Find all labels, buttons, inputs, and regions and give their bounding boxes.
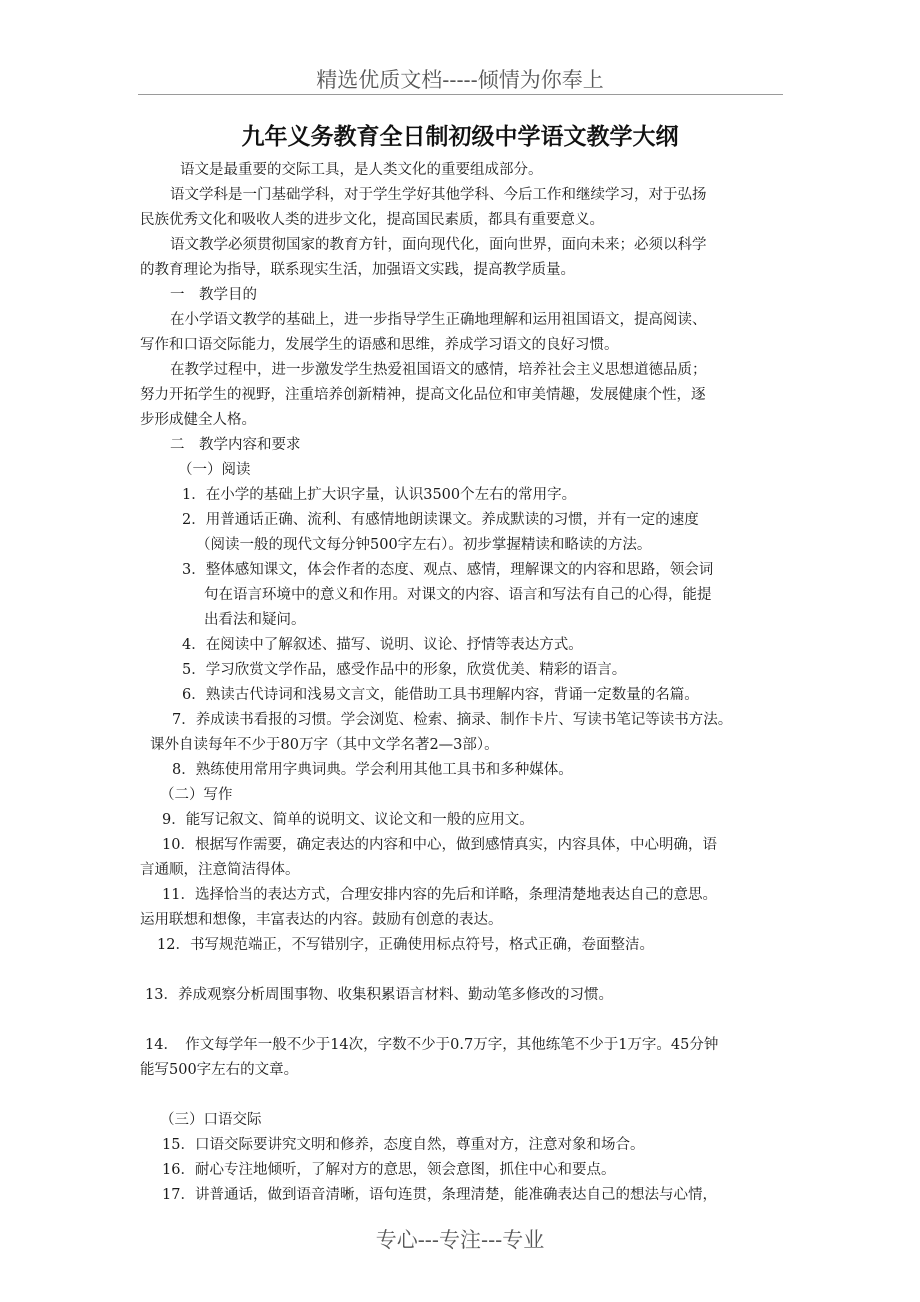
subsection-heading: （三）口语交际 — [160, 1112, 262, 1128]
list-item-continuation: 能写500字左右的文章。 — [140, 1062, 299, 1078]
section-heading: 二 教学内容和要求 — [170, 437, 301, 453]
section-heading: 一 教学目的 — [170, 287, 257, 303]
list-item-continuation: （阅读一般的现代文每分钟500字左右）。初步掌握精读和略读的方法。 — [196, 537, 652, 553]
list-item: 1．在小学的基础上扩大识字量，认识3500个左右的常用字。 — [182, 487, 577, 503]
list-item-continuation: 课外自读每年不少于80万字（其中文学名著2—3部）。 — [150, 737, 499, 753]
list-item: 5．学习欣赏文学作品，感受作品中的形象，欣赏优美、精彩的语言。 — [182, 662, 627, 678]
list-item: 8．熟练使用常用字典词典。学会利用其他工具书和多种媒体。 — [172, 762, 573, 778]
list-item: 4．在阅读中了解叙述、描写、说明、议论、抒情等表达方式。 — [182, 637, 583, 653]
paragraph-line: 的教育理论为指导，联系现实生活，加强语文实践，提高教学质量。 — [140, 262, 575, 278]
paragraph-line: 步形成健全人格。 — [140, 412, 256, 428]
page-footer: 专心---专注---专业 — [375, 1228, 545, 1252]
list-item-continuation: 句在语言环境中的意义和作用。对课文的内容、语言和写法有自己的心得，能提 — [204, 587, 712, 603]
subsection-heading: （一）阅读 — [178, 462, 251, 478]
paragraph-line: 语文是最重要的交际工具，是人类文化的重要组成部分。 — [180, 162, 543, 178]
paragraph-line: 民族优秀文化和吸收人类的进步文化，提高国民素质，都具有重要意义。 — [140, 212, 604, 228]
paragraph-line: 努力开拓学生的视野，注重培养创新精神，提高文化品位和审美情趣，发展健康个性，逐 — [140, 387, 706, 403]
header-divider — [138, 94, 783, 95]
list-item: 11．选择恰当的表达方式，合理安排内容的先后和详略，条理清楚地表达自己的意思。 — [162, 887, 717, 903]
list-item: 14． 作文每学年一般不少于14次，字数不少于0.7万字，其他练笔不少于1万字。45分钟 — [145, 1037, 719, 1053]
list-item: 10．根据写作需要，确定表达的内容和中心，做到感情真实，内容具体，中心明确，语 — [162, 837, 717, 853]
paragraph-line: 语文学科是一门基础学科，对于学生学好其他学科、今后工作和继续学习，对于弘扬 — [170, 187, 707, 203]
document-title: 九年义务教育全日制初级中学语文教学大纲 — [241, 123, 679, 150]
page-header: 精选优质文档-----倾情为你奉上 — [316, 68, 604, 92]
list-item: 12．书写规范端正，不写错别字，正确使用标点符号，格式正确，卷面整洁。 — [157, 937, 654, 953]
list-item: 6．熟读古代诗词和浅易文言文，能借助工具书理解内容，背诵一定数量的名篇。 — [182, 687, 699, 703]
paragraph-line: 在小学语文教学的基础上，进一步指导学生正确地理解和运用祖国语文，提高阅读、 — [170, 312, 707, 328]
subsection-heading: （二）写作 — [160, 787, 233, 803]
list-item: 7．养成读书看报的习惯。学会浏览、检索、摘录、制作卡片、写读书笔记等读书方法。 — [172, 712, 733, 728]
paragraph-line: 写作和口语交际能力，发展学生的语感和思维，养成学习语文的良好习惯。 — [140, 337, 619, 353]
list-item-continuation: 运用联想和想像，丰富表达的内容。鼓励有创意的表达。 — [140, 912, 503, 928]
paragraph-line: 语文教学必须贯彻国家的教育方针，面向现代化，面向世界，面向未来；必须以科学 — [170, 237, 707, 253]
list-item: 13．养成观察分析周围事物、收集积累语言材料、勤动笔多修改的习惯。 — [145, 987, 613, 1003]
list-item: 16．耐心专注地倾听，了解对方的意思，领会意图，抓住中心和要点。 — [162, 1162, 616, 1178]
list-item: 9．能写记叙文、简单的说明文、议论文和一般的应用文。 — [162, 812, 534, 828]
paragraph-line: 在教学过程中，进一步激发学生热爱祖国语文的感情，培养社会主义思想道德品质； — [170, 362, 707, 378]
list-item-continuation: 出看法和疑问。 — [204, 612, 306, 628]
list-item: 15．口语交际要讲究文明和修养，态度自然，尊重对方，注意对象和场合。 — [162, 1137, 645, 1153]
list-item: 17．讲普通话，做到语音清晰，语句连贯，条理清楚，能准确表达自己的想法与心情， — [162, 1187, 717, 1203]
list-item-continuation: 言通顺，注意简洁得体。 — [140, 862, 300, 878]
list-item: 3．整体感知课文，体会作者的态度、观点、感情，理解课文的内容和思路，领会词 — [182, 562, 714, 578]
list-item: 2．用普通话正确、流利、有感情地朗读课文。养成默读的习惯，并有一定的速度 — [182, 512, 699, 528]
